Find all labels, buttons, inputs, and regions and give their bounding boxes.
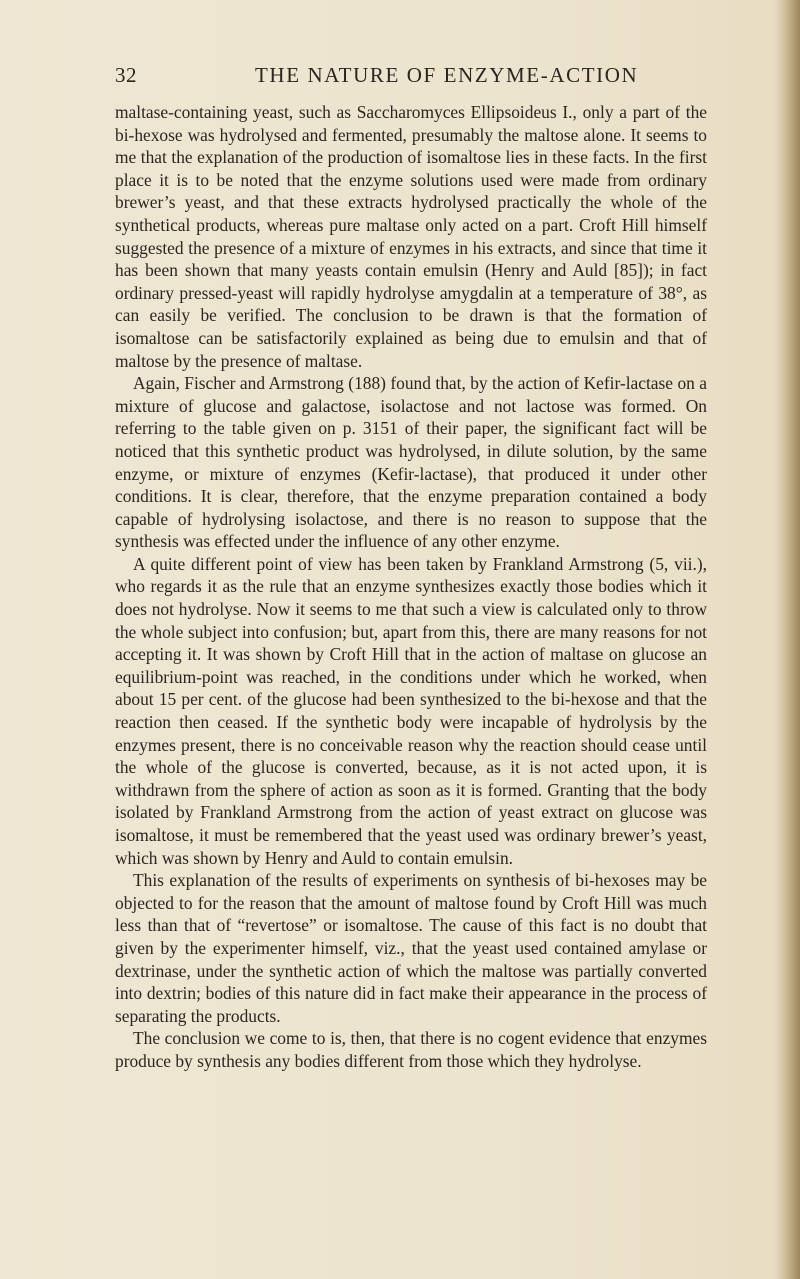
page-number: 32 (115, 63, 137, 87)
page-header (115, 63, 715, 93)
running-head: THE NATURE OF ENZYME-ACTION (255, 63, 639, 87)
paragraph-4: This explanation of the results of experiments on synthesis of bi-hexoses may be objected to for the reason that the amount of maltose found by Croft Hill was much less than that of “revertose” or isomaltose. The cause of this fact is no doubt that given by the experimenter himself, viz., that the yeast used contained amylase or dextrinase, under the synthetic action of which the maltose was partially converted into dextrin; bodies of this nature did in fact make their appearance in the process of separating the products. (115, 870, 707, 1026)
paragraph-1: maltase-containing yeast, such as Saccharomyces Ellipsoideus I., only a part of the bi-hexose was hydrolysed and fermented, presumably the maltose alone. It seems to me that the explanation of the production of isomaltose lies in these facts. In the first place it is to be noted that the enzyme solutions used were made from ordinary brewer’s yeast, and that these extracts hydrolysed practically the whole of the synthetical products, whereas pure maltase only acted on a part. Croft Hill himself suggested the presence of a mixture of enzymes in his extracts, and since that time it has been shown that many yeasts contain emulsin (Henry and Auld [85]); in fact ordinary pressed-yeast will rapidly hydrolyse amygdalin at a temperature of 38°, as can easily be verified. The conclusion to be drawn is that the formation of isomaltose can be satisfactorily explained as being due to emulsin and that of maltose by the presence of maltase. (115, 102, 707, 371)
paragraph-5: The conclusion we come to is, then, that there is no cogent evidence that enzymes produce by synthesis any bodies different from those which they hydrolyse. (115, 1028, 707, 1071)
page-edge-shadow (774, 0, 800, 1279)
paragraph-3: A quite different point of view has been taken by Frankland Armstrong (5, vii.), who regards it as the rule that an enzyme synthesizes exactly those bodies which it does not hydrolyse. Now it seems to me that such a view is calculated only to throw the whole subject into confusion; but, apart from this, there are many reasons for not accepting it. It was shown by Croft Hill that in the action of maltase on glucose an equilibrium-point was reached, in the conditions under which he worked, when about 15 per cent. of the glucose had been synthesized to the bi-hexose and that the reaction then ceased. If the synthetic body were incapable of hydrolysis by the enzymes present, there is no conceivable reason why the reaction should cease until the whole of the glucose is converted, because, as it is not acted upon, it is withdrawn from the sphere of action as soon as it is formed. Granting that the body isolated by Frankland Armstrong from the action of yeast extract on glucose was isomaltose, it must be remembered that the yeast used was ordinary brewer’s yeast, which was shown by Henry and Auld to contain emulsin. (115, 553, 707, 868)
paragraph-2: Again, Fischer and Armstrong (188) found that, by the action of Kefir-lactase on a mixture of glucose and galactose, isolactose and not lactose was formed. On referring to the table given on p. 3151 of their paper, the significant fact will be noticed that this synthetic product was hydrolysed, in dilute solution, by the same enzyme, or mixture of enzymes (Kefir-lactase), that produced it under other conditions. It is clear, therefore, that the enzyme preparation contained a body capable of hydrolysing isolactose, and there is no reason to suppose that the synthesis was effected under the influence of any other enzyme. (115, 373, 707, 552)
body-text (115, 101, 707, 1073)
